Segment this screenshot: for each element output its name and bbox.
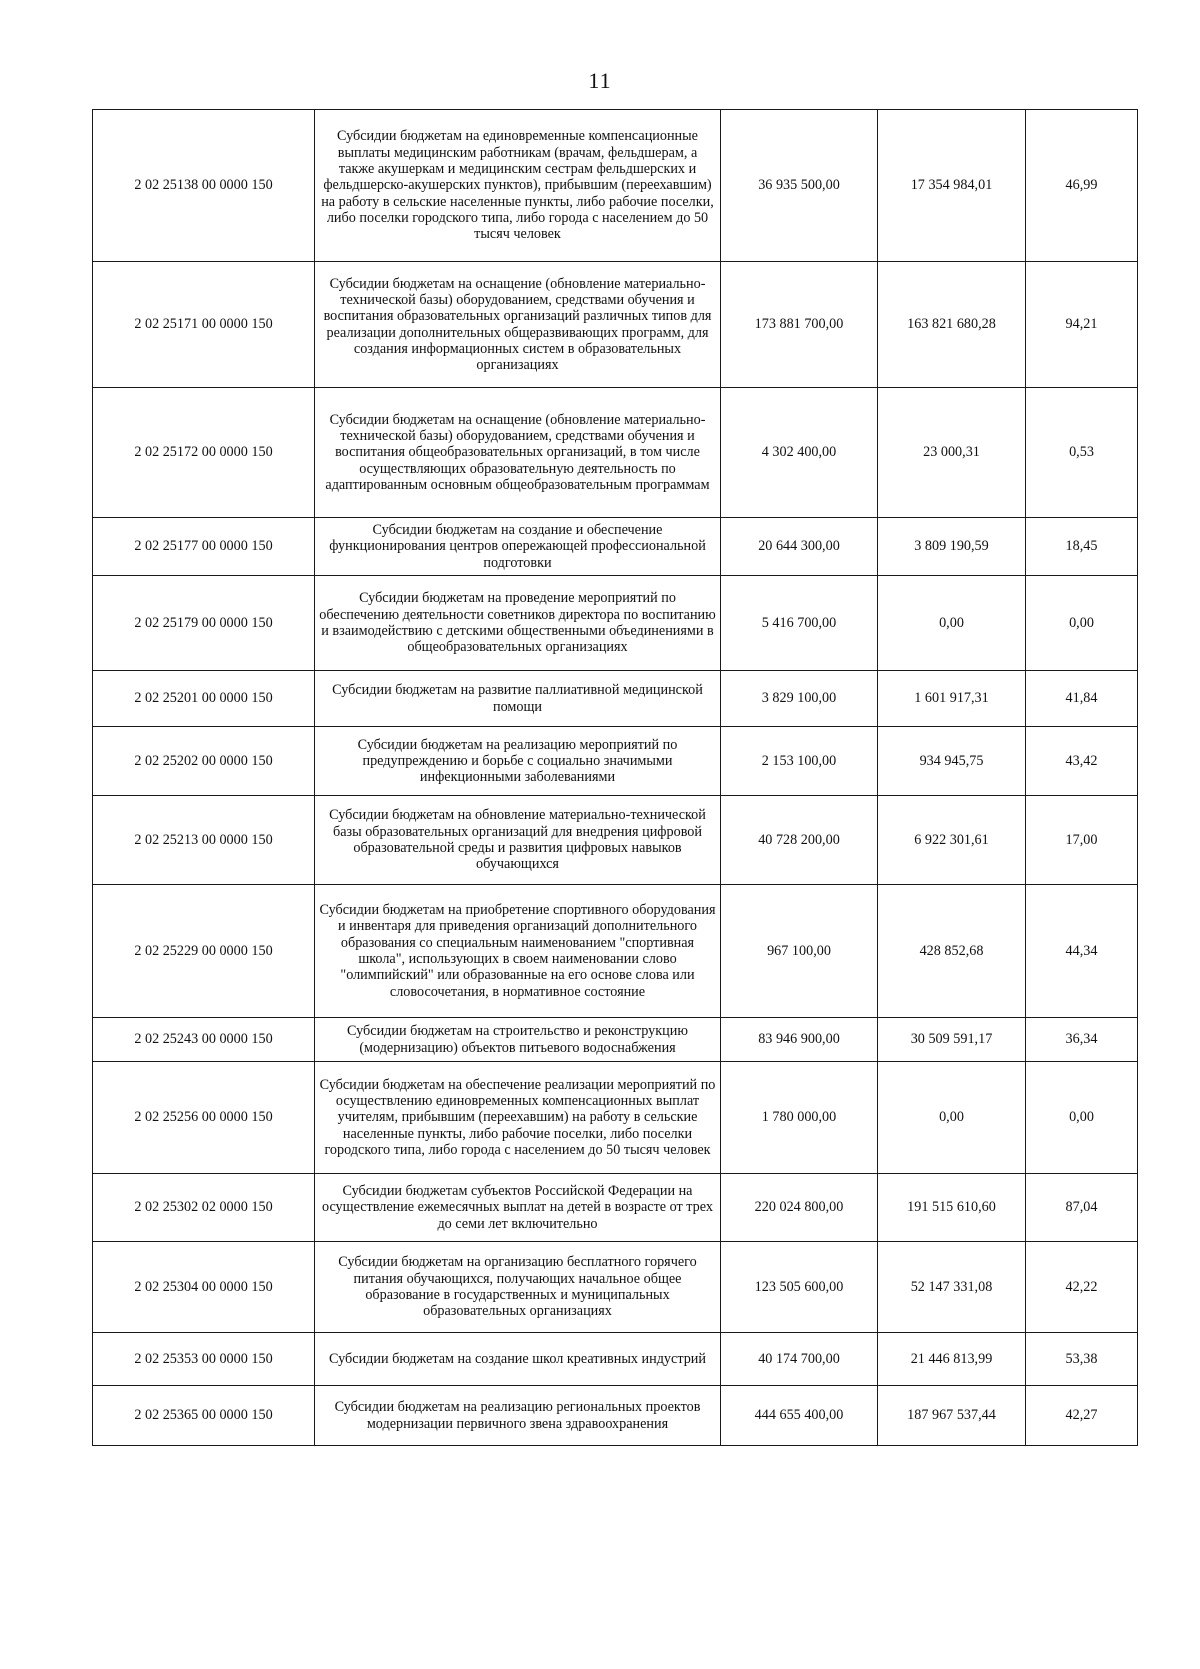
table-row bbox=[93, 1062, 1138, 1174]
budget-code-cell: 2 02 25365 00 0000 150 bbox=[93, 1386, 315, 1446]
income-name-cell: Субсидии бюджетам на обновление материально-технической базы образовательных организаций для внедрения цифровой образовательной среды и развития цифровых навыков обучающихся bbox=[315, 796, 721, 885]
income-name-cell: Субсидии бюджетам на единовременные компенсационные выплаты медицинским работникам (врачам, фельдшерам, а также акушеркам и медицинским сестрам фельдшерских и фельдшерско-акушерских пунктов), прибывшим (переехавшим) на работу в сельские населенные пункты, либо рабочие поселки, либо поселки городского типа, либо города с населением до 50 тысяч человек bbox=[315, 110, 721, 262]
executed-amount-cell: 187 967 537,44 bbox=[878, 1386, 1026, 1446]
executed-amount-cell: 0,00 bbox=[878, 1062, 1026, 1174]
budget-code-cell: 2 02 25213 00 0000 150 bbox=[93, 796, 315, 885]
executed-amount-cell: 934 945,75 bbox=[878, 727, 1026, 796]
execution-percent-cell: 0,00 bbox=[1026, 576, 1138, 671]
budget-code-cell: 2 02 25177 00 0000 150 bbox=[93, 518, 315, 576]
planned-amount-cell: 173 881 700,00 bbox=[721, 262, 878, 388]
execution-percent-cell: 18,45 bbox=[1026, 518, 1138, 576]
budget-code-cell: 2 02 25202 00 0000 150 bbox=[93, 727, 315, 796]
execution-percent-cell: 53,38 bbox=[1026, 1333, 1138, 1386]
execution-percent-cell: 94,21 bbox=[1026, 262, 1138, 388]
budget-code-cell: 2 02 25229 00 0000 150 bbox=[93, 885, 315, 1018]
execution-percent-cell: 43,42 bbox=[1026, 727, 1138, 796]
table-row bbox=[93, 388, 1138, 518]
planned-amount-cell: 123 505 600,00 bbox=[721, 1242, 878, 1333]
table-row bbox=[93, 110, 1138, 262]
planned-amount-cell: 2 153 100,00 bbox=[721, 727, 878, 796]
budget-code-cell: 2 02 25179 00 0000 150 bbox=[93, 576, 315, 671]
table-row bbox=[93, 885, 1138, 1018]
planned-amount-cell: 83 946 900,00 bbox=[721, 1018, 878, 1062]
executed-amount-cell: 17 354 984,01 bbox=[878, 110, 1026, 262]
table-row bbox=[93, 262, 1138, 388]
table-row bbox=[93, 576, 1138, 671]
table-row bbox=[93, 1174, 1138, 1242]
income-name-cell: Субсидии бюджетам на оснащение (обновление материально-технической базы) оборудованием, средствами обучения и воспитания образовательных организаций различных типов для реализации дополнительных общеразвивающих программ, для создания информационных систем в образовательных организациях bbox=[315, 262, 721, 388]
executed-amount-cell: 3 809 190,59 bbox=[878, 518, 1026, 576]
execution-percent-cell: 42,22 bbox=[1026, 1242, 1138, 1333]
executed-amount-cell: 23 000,31 bbox=[878, 388, 1026, 518]
execution-percent-cell: 87,04 bbox=[1026, 1174, 1138, 1242]
executed-amount-cell: 21 446 813,99 bbox=[878, 1333, 1026, 1386]
execution-percent-cell: 17,00 bbox=[1026, 796, 1138, 885]
income-name-cell: Субсидии бюджетам на реализацию региональных проектов модернизации первичного звена здравоохранения bbox=[315, 1386, 721, 1446]
execution-percent-cell: 41,84 bbox=[1026, 671, 1138, 727]
table-row bbox=[93, 518, 1138, 576]
income-name-cell: Субсидии бюджетам на реализацию мероприятий по предупреждению и борьбе с социально значимыми инфекционными заболеваниями bbox=[315, 727, 721, 796]
income-name-cell: Субсидии бюджетам на приобретение спортивного оборудования и инвентаря для приведения организаций дополнительного образования со специальным наименованием "спортивная школа", использующих в своем наименовании слово "олимпийский" или образованные на его основе слова или словосочетания, в нормативное состояние bbox=[315, 885, 721, 1018]
table-row bbox=[93, 1386, 1138, 1446]
table-row bbox=[93, 671, 1138, 727]
executed-amount-cell: 428 852,68 bbox=[878, 885, 1026, 1018]
income-name-cell: Субсидии бюджетам на создание школ креативных индустрий bbox=[315, 1333, 721, 1386]
table-row bbox=[93, 796, 1138, 885]
planned-amount-cell: 967 100,00 bbox=[721, 885, 878, 1018]
budget-code-cell: 2 02 25304 00 0000 150 bbox=[93, 1242, 315, 1333]
execution-percent-cell: 0,53 bbox=[1026, 388, 1138, 518]
execution-percent-cell: 46,99 bbox=[1026, 110, 1138, 262]
income-name-cell: Субсидии бюджетам на проведение мероприятий по обеспечению деятельности советников директора по воспитанию и взаимодействию с детскими общественными объединениями в общеобразовательных организациях bbox=[315, 576, 721, 671]
executed-amount-cell: 163 821 680,28 bbox=[878, 262, 1026, 388]
executed-amount-cell: 30 509 591,17 bbox=[878, 1018, 1026, 1062]
budget-code-cell: 2 02 25138 00 0000 150 bbox=[93, 110, 315, 262]
income-name-cell: Субсидии бюджетам на строительство и реконструкцию (модернизацию) объектов питьевого водоснабжения bbox=[315, 1018, 721, 1062]
execution-percent-cell: 0,00 bbox=[1026, 1062, 1138, 1174]
planned-amount-cell: 220 024 800,00 bbox=[721, 1174, 878, 1242]
executed-amount-cell: 1 601 917,31 bbox=[878, 671, 1026, 727]
planned-amount-cell: 5 416 700,00 bbox=[721, 576, 878, 671]
execution-percent-cell: 44,34 bbox=[1026, 885, 1138, 1018]
page-number: 11 bbox=[588, 68, 612, 93]
income-name-cell: Субсидии бюджетам на организацию бесплатного горячего питания обучающихся, получающих начальное общее образование в государственных и муниципальных образовательных организациях bbox=[315, 1242, 721, 1333]
executed-amount-cell: 191 515 610,60 bbox=[878, 1174, 1026, 1242]
budget-code-cell: 2 02 25171 00 0000 150 bbox=[93, 262, 315, 388]
budget-code-cell: 2 02 25256 00 0000 150 bbox=[93, 1062, 315, 1174]
planned-amount-cell: 40 728 200,00 bbox=[721, 796, 878, 885]
planned-amount-cell: 1 780 000,00 bbox=[721, 1062, 878, 1174]
income-name-cell: Субсидии бюджетам на оснащение (обновление материально-технической базы) оборудованием, средствами обучения и воспитания общеобразовательных организаций, в том числе осуществляющих образовательную деятельность по адаптированным основным общеобразовательным программам bbox=[315, 388, 721, 518]
planned-amount-cell: 36 935 500,00 bbox=[721, 110, 878, 262]
table-row bbox=[93, 1018, 1138, 1062]
budget-code-cell: 2 02 25353 00 0000 150 bbox=[93, 1333, 315, 1386]
budget-code-cell: 2 02 25201 00 0000 150 bbox=[93, 671, 315, 727]
executed-amount-cell: 52 147 331,08 bbox=[878, 1242, 1026, 1333]
budget-table bbox=[92, 109, 1138, 1446]
planned-amount-cell: 444 655 400,00 bbox=[721, 1386, 878, 1446]
table-row bbox=[93, 1242, 1138, 1333]
budget-code-cell: 2 02 25302 02 0000 150 bbox=[93, 1174, 315, 1242]
planned-amount-cell: 40 174 700,00 bbox=[721, 1333, 878, 1386]
executed-amount-cell: 6 922 301,61 bbox=[878, 796, 1026, 885]
income-name-cell: Субсидии бюджетам на обеспечение реализации мероприятий по осуществлению единовременных компенсационных выплат учителям, прибывшим (переехавшим) на работу в сельские населенные пункты, либо рабочие поселки, либо поселки городского типа, либо города с населением до 50 тысяч человек bbox=[315, 1062, 721, 1174]
budget-code-cell: 2 02 25243 00 0000 150 bbox=[93, 1018, 315, 1062]
budget-code-cell: 2 02 25172 00 0000 150 bbox=[93, 388, 315, 518]
table-row bbox=[93, 1333, 1138, 1386]
income-name-cell: Субсидии бюджетам на развитие паллиативной медицинской помощи bbox=[315, 671, 721, 727]
income-name-cell: Субсидии бюджетам на создание и обеспечение функционирования центров опережающей профессиональной подготовки bbox=[315, 518, 721, 576]
planned-amount-cell: 4 302 400,00 bbox=[721, 388, 878, 518]
planned-amount-cell: 20 644 300,00 bbox=[721, 518, 878, 576]
execution-percent-cell: 36,34 bbox=[1026, 1018, 1138, 1062]
table-row bbox=[93, 727, 1138, 796]
planned-amount-cell: 3 829 100,00 bbox=[721, 671, 878, 727]
executed-amount-cell: 0,00 bbox=[878, 576, 1026, 671]
income-name-cell: Субсидии бюджетам субъектов Российской Федерации на осуществление ежемесячных выплат на детей в возрасте от трех до семи лет включительно bbox=[315, 1174, 721, 1242]
execution-percent-cell: 42,27 bbox=[1026, 1386, 1138, 1446]
